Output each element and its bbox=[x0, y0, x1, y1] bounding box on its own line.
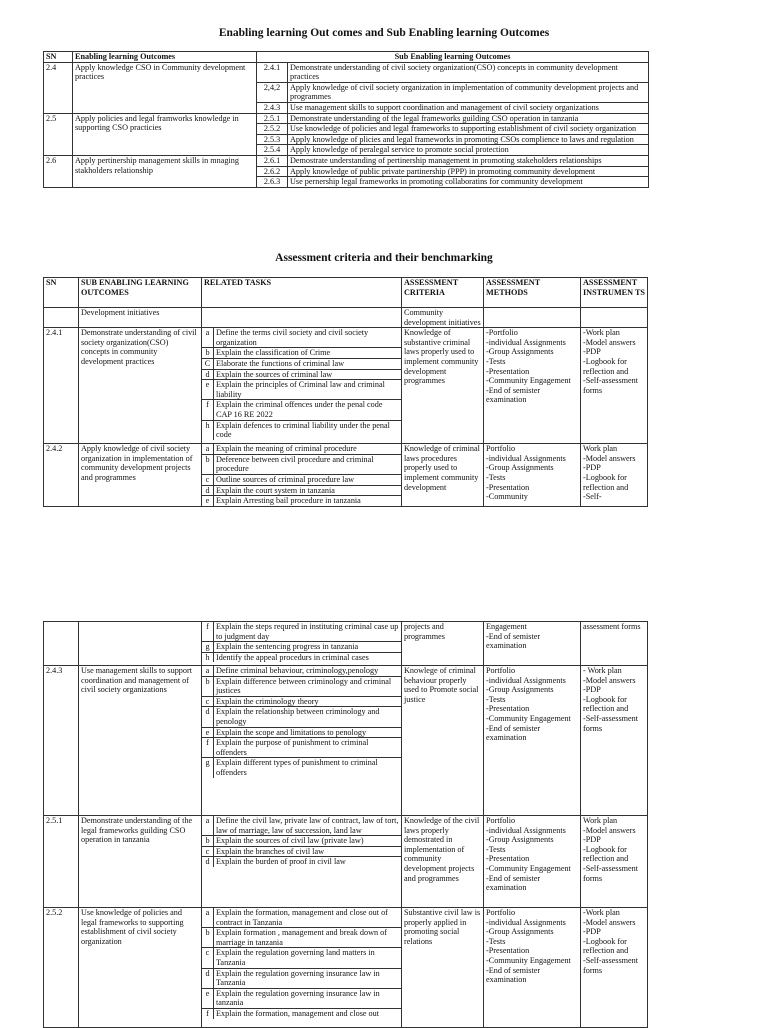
task-text: Explain defences to criminal liability under the penal code bbox=[214, 420, 402, 440]
row-criteria: Knowledge of the civil laws properly demostrated in implementation of community development projects and programmes bbox=[402, 816, 484, 908]
task-item bbox=[202, 908, 401, 928]
page-title: Enabling learning Out comes and Sub Enabling learning Outcomes bbox=[218, 27, 550, 39]
methods-cell bbox=[484, 308, 581, 328]
row-methods: Portfolio -individual Assignments -Group Assignments -Tests -Presentation -Community Engagement -End of semister examination bbox=[484, 908, 581, 1028]
task-letter: b bbox=[202, 454, 214, 474]
task-text: Explain difference between criminology and criminal justices bbox=[214, 676, 402, 696]
assessment-criteria-table bbox=[43, 277, 648, 507]
row-methods: Portfolio -individual Assignments -Group Assignments -Tests -Presentation -Community Engagement -End of semister examination bbox=[484, 666, 581, 816]
row-selo: Demonstrate understanding of the legal frameworks guilding CSO operation in tanzania bbox=[79, 816, 202, 908]
selo-text: Use management skills to support coordination and management of civil society organizations bbox=[288, 102, 649, 113]
row-instruments: -Work plan -Model answers -PDP -Logbook for reflection and -Self-assessment forms bbox=[581, 328, 648, 444]
row-methods: Engagement -End of semister examination bbox=[484, 622, 581, 666]
task-item bbox=[202, 454, 401, 474]
task-item bbox=[202, 948, 401, 968]
col-header-criteria: ASSESSMENT CRITERIA bbox=[402, 278, 484, 308]
row-instruments: Work plan -Model answers -PDP -Logbook for reflection and -Self- bbox=[581, 444, 648, 507]
col-header-sn: SN bbox=[44, 278, 79, 308]
elo-text: Apply pertinership management skills in mnaging stakholders relationship bbox=[73, 155, 257, 187]
row-sn: 2.5.2 bbox=[44, 908, 79, 1028]
task-item bbox=[202, 328, 401, 348]
row-sn: 2.5.1 bbox=[44, 816, 79, 908]
task-item bbox=[202, 652, 401, 662]
task-text: Explain the sentencing progress in tanzania bbox=[214, 642, 402, 653]
row-instruments: Work plan -Model answers -PDP -Logbook for reflection and -Self-assessment forms bbox=[581, 816, 648, 908]
tasks-list bbox=[202, 908, 401, 1019]
task-letter: g bbox=[202, 642, 214, 653]
task-letter: c bbox=[202, 948, 214, 968]
task-text: Explain the principles of Criminal law and criminal liability bbox=[214, 380, 402, 400]
task-letter: d bbox=[202, 369, 214, 380]
task-letter: b bbox=[202, 348, 214, 359]
task-text: Explain the sources of civil law (private law) bbox=[214, 836, 402, 847]
task-item bbox=[202, 666, 401, 676]
task-item bbox=[202, 622, 401, 642]
task-item bbox=[202, 496, 401, 506]
selo-cell: Development initiatives bbox=[79, 308, 202, 328]
task-item bbox=[202, 857, 401, 867]
selo-code: 2.5.3 bbox=[257, 134, 288, 145]
col-header-elo: Enabling learning Outcomes bbox=[73, 52, 257, 63]
task-item bbox=[202, 420, 401, 440]
task-text: Explain the regulation governing land matters in Tanzania bbox=[214, 948, 402, 968]
row-selo: Demonstrate understanding of civil society organization(CSO) concepts in community development practices bbox=[79, 328, 202, 444]
row-methods: -Portfolio -individual Assignments -Group Assignments -Tests -Presentation -Community Engagement -End of semister examination bbox=[484, 328, 581, 444]
row-tasks bbox=[202, 816, 402, 908]
task-text: Define the civil law, private law of contract, law of tort, law of marriage, law of succession, land law bbox=[214, 816, 402, 836]
task-text: Explain the scope and limitations to penology bbox=[214, 727, 402, 738]
task-text: Explain the regulation governing insurance law in tanzania bbox=[214, 988, 402, 1008]
task-letter: h bbox=[202, 652, 214, 662]
col-header-instruments: ASSESSMENT INSTRUMEN TS bbox=[581, 278, 648, 308]
col-header-selo: Sub Enabling learning Outcomes bbox=[257, 52, 649, 63]
task-item bbox=[202, 1008, 401, 1018]
selo-code: 2.6.3 bbox=[257, 177, 288, 188]
task-item bbox=[202, 485, 401, 496]
selo-code: 2.5.2 bbox=[257, 124, 288, 135]
elo-sn: 2.4 bbox=[44, 62, 73, 113]
elo-text: Apply knowledge CSO in Community development practices bbox=[73, 62, 257, 113]
selo-code: 2,4,2 bbox=[257, 82, 288, 102]
task-letter: a bbox=[202, 816, 214, 836]
selo-text: Demonstrate understanding of civil society organization(CSO) concepts in community development practices bbox=[288, 62, 649, 82]
task-text: Explain the formation, management and close out bbox=[214, 1008, 402, 1018]
task-letter: a bbox=[202, 908, 214, 928]
selo-text: Demostrate understanding of pertinership management in promoting stakeholders relationships bbox=[288, 155, 649, 166]
task-text: Explain the relationship between criminology and penology bbox=[214, 707, 402, 727]
task-text: Identify the appeal procedurs in criminal cases bbox=[214, 652, 402, 662]
task-item bbox=[202, 358, 401, 369]
row-sn bbox=[44, 622, 79, 666]
task-letter: b bbox=[202, 836, 214, 847]
row-selo: Use knowledge of policies and legal frameworks to supporting establishment of civil society organization bbox=[79, 908, 202, 1028]
selo-code: 2.4.1 bbox=[257, 62, 288, 82]
selo-code: 2.6.2 bbox=[257, 166, 288, 177]
task-letter: e bbox=[202, 988, 214, 1008]
selo-text: Apply knowledge of peralegal service to promote social protection bbox=[288, 145, 649, 156]
enabling-outcomes-table bbox=[43, 51, 649, 188]
task-letter: g bbox=[202, 758, 214, 778]
task-letter: b bbox=[202, 928, 214, 948]
task-item bbox=[202, 474, 401, 485]
row-selo: Apply knowledge of civil society organization in implementation of community development projects and programmes bbox=[79, 444, 202, 507]
task-item bbox=[202, 444, 401, 454]
task-item bbox=[202, 400, 401, 420]
task-item bbox=[202, 846, 401, 857]
row-tasks bbox=[202, 908, 402, 1028]
row-instruments: - Work plan -Model answers -PDP -Logbook for reflection and -Self-assessment forms bbox=[581, 666, 648, 816]
instruments-cell bbox=[581, 308, 648, 328]
tasks-list bbox=[202, 444, 401, 506]
task-text: Outline sources of criminal procedure law bbox=[214, 474, 402, 485]
task-text: Deference between civil procedure and criminal procedure bbox=[214, 454, 402, 474]
row-instruments: assessment forms bbox=[581, 622, 648, 666]
task-text: Explain formation , management and break down of marriage in tanzania bbox=[214, 928, 402, 948]
elo-text: Apply policies and legal framworks knowledge in supporting CSO practicies bbox=[73, 113, 257, 155]
task-text: Explain the burden of proof in civil law bbox=[214, 857, 402, 867]
selo-code: 2.6.1 bbox=[257, 155, 288, 166]
task-item bbox=[202, 727, 401, 738]
task-letter: f bbox=[202, 738, 214, 758]
task-text: Explain the steps requred in instituting criminal case up to judgment day bbox=[214, 622, 402, 642]
task-letter: f bbox=[202, 622, 214, 642]
task-text: Explain the criminal offences under the penal code CAP 16 RE 2022 bbox=[214, 400, 402, 420]
task-text: Explain the meaning of criminal procedure bbox=[214, 444, 402, 454]
selo-code: 2.5.1 bbox=[257, 113, 288, 124]
task-text: Define the terms civil society and civil society organization bbox=[214, 328, 402, 348]
row-criteria: Knowledge of criminal laws procedures properly used to implement community development bbox=[402, 444, 484, 507]
row-instruments: -Work plan -Model answers -PDP -Logbook for reflection and -Self-assessment forms bbox=[581, 908, 648, 1028]
assessment-criteria-table-continued bbox=[43, 621, 648, 1028]
task-text: Explain the sources of criminal law bbox=[214, 369, 402, 380]
task-text: Elaborate the functions of criminal law bbox=[214, 358, 402, 369]
col-header-selo: SUB ENABLING LEARNING OUTCOMES bbox=[79, 278, 202, 308]
tasks-cell bbox=[202, 308, 402, 328]
row-tasks bbox=[202, 666, 402, 816]
task-item bbox=[202, 988, 401, 1008]
tasks-list bbox=[202, 622, 401, 662]
task-item bbox=[202, 707, 401, 727]
task-text: Explain the purpose of punishment to criminal offenders bbox=[214, 738, 402, 758]
task-text: Define criminal behaviour, criminology,penology bbox=[214, 666, 402, 676]
task-letter: h bbox=[202, 420, 214, 440]
selo-text: Apply knowledge of plicies and legal frameworks in promoting CSOs complience to laws and regulation bbox=[288, 134, 649, 145]
col-header-sn: SN bbox=[44, 52, 73, 63]
task-text: Explain different types of punishment to criminal offenders bbox=[214, 758, 402, 778]
task-text: Explain the branches of civil law bbox=[214, 846, 402, 857]
criteria-cell: Community development initiatives bbox=[402, 308, 484, 328]
row-tasks bbox=[202, 328, 402, 444]
row-criteria: Knowlege of criminal behaviour properly used to Promote social justice bbox=[402, 666, 484, 816]
task-text: Explain the formation, management and close out of contract in Tanzania bbox=[214, 908, 402, 928]
task-letter: f bbox=[202, 400, 214, 420]
selo-code: 2.4.3 bbox=[257, 102, 288, 113]
row-methods: Portfolio -individual Assignments -Group Assignments -Tests -Presentation -Community bbox=[484, 444, 581, 507]
task-text: Explain Arresting bail procedure in tanzania bbox=[214, 496, 402, 506]
row-sn: 2.4.2 bbox=[44, 444, 79, 507]
task-item bbox=[202, 369, 401, 380]
sn-cell bbox=[44, 308, 79, 328]
task-letter: d bbox=[202, 857, 214, 867]
task-item bbox=[202, 696, 401, 707]
row-tasks bbox=[202, 622, 402, 666]
task-letter: c bbox=[202, 696, 214, 707]
section-title: Assessment criteria and their benchmarking bbox=[275, 252, 493, 264]
task-item bbox=[202, 738, 401, 758]
task-letter: b bbox=[202, 676, 214, 696]
task-letter: d bbox=[202, 968, 214, 988]
row-selo bbox=[79, 622, 202, 666]
row-criteria: Substantive civil law is properly applied in promoting social relations bbox=[402, 908, 484, 1028]
row-sn: 2.4.3 bbox=[44, 666, 79, 816]
task-letter: f bbox=[202, 1008, 214, 1018]
selo-text: Apply knowledge of public private partinership (PPP) in promoting community development bbox=[288, 166, 649, 177]
task-letter: d bbox=[202, 707, 214, 727]
task-item bbox=[202, 836, 401, 847]
task-item bbox=[202, 928, 401, 948]
elo-sn: 2.6 bbox=[44, 155, 73, 187]
row-selo: Use management skills to support coordination and management of civil society organizations bbox=[79, 666, 202, 816]
task-letter: c bbox=[202, 846, 214, 857]
task-text: Explain the regulation governing insurance law in Tanzania bbox=[214, 968, 402, 988]
selo-text: Apply knowledge of civil society organization in implementation of community development projects and programmes bbox=[288, 82, 649, 102]
selo-text: Use knowledge of policies and legal frameworks to supporting establishment of civil society organization bbox=[288, 124, 649, 135]
selo-text: Demonstrate understanding of the legal frameworks guilding CSO operation in tanzania bbox=[288, 113, 649, 124]
task-item bbox=[202, 348, 401, 359]
row-criteria: projects and programmes bbox=[402, 622, 484, 666]
task-letter: c bbox=[202, 474, 214, 485]
task-text: Explain the classification of Crime bbox=[214, 348, 402, 359]
row-sn: 2.4.1 bbox=[44, 328, 79, 444]
task-letter: a bbox=[202, 328, 214, 348]
tasks-list bbox=[202, 816, 401, 867]
tasks-list bbox=[202, 328, 401, 440]
task-letter: e bbox=[202, 496, 214, 506]
task-text: Explain the criminology theory bbox=[214, 696, 402, 707]
task-item bbox=[202, 968, 401, 988]
selo-text: Use pernership legal frameworks in promoting collaboratins for community development bbox=[288, 177, 649, 188]
col-header-tasks: RELATED TASKS bbox=[202, 278, 402, 308]
row-criteria: Knowledge of substantive criminal laws properly used to implement community development programmes bbox=[402, 328, 484, 444]
task-letter: a bbox=[202, 666, 214, 676]
selo-code: 2.5.4 bbox=[257, 145, 288, 156]
col-header-methods: ASSESSMENT METHODS bbox=[484, 278, 581, 308]
tasks-list bbox=[202, 666, 401, 778]
task-letter: d bbox=[202, 485, 214, 496]
task-item bbox=[202, 816, 401, 836]
task-text: Explain the court system in tanzania bbox=[214, 485, 402, 496]
task-letter: e bbox=[202, 727, 214, 738]
row-methods: Portfolio -individual Assignments -Group Assignments -Tests -Presentation -Community Engagement -End of semister examination bbox=[484, 816, 581, 908]
task-item bbox=[202, 380, 401, 400]
task-letter: a bbox=[202, 444, 214, 454]
task-letter: C bbox=[202, 358, 214, 369]
task-letter: e bbox=[202, 380, 214, 400]
task-item bbox=[202, 676, 401, 696]
task-item bbox=[202, 642, 401, 653]
row-tasks bbox=[202, 444, 402, 507]
elo-sn: 2.5 bbox=[44, 113, 73, 155]
task-item bbox=[202, 758, 401, 778]
